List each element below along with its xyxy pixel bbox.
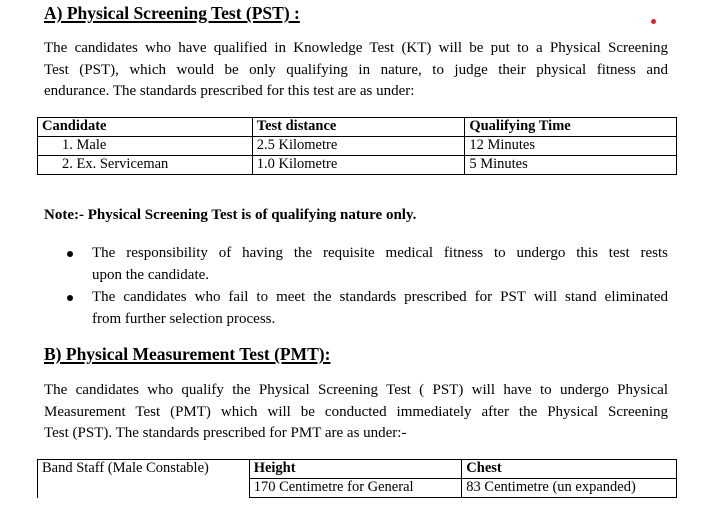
bullet-item — [92, 287, 668, 330]
cell-chest: 83 Centimetre (un expanded) — [462, 479, 677, 498]
paragraph-line: endurance. The standards prescribed for this test are as under: — [44, 83, 415, 99]
table-header-row — [38, 460, 677, 479]
paragraph-line: Measurement Test (PMT) which will be conducted immediately after the Physical Screening — [44, 403, 668, 420]
bullet-line: upon the candidate. — [92, 266, 210, 283]
note-text: Note:- Physical Screening Test is of qualifying nature only. — [44, 207, 417, 223]
header-height: Height — [249, 460, 462, 479]
table-row — [38, 137, 677, 156]
band-staff-label: Band Staff (Male Constable) — [38, 460, 250, 498]
bullet-line: from further selection process. — [92, 310, 276, 327]
cell-height: 170 Centimetre for General — [249, 479, 462, 498]
header-qualifying-time: Qualifying Time — [465, 118, 677, 137]
section-b-paragraph — [44, 380, 668, 445]
cell-time: 12 Minutes — [465, 137, 677, 156]
bullet-line: The responsibility of having the requisite medical fitness to undergo this test rests — [92, 245, 668, 261]
red-dot-mark — [651, 19, 656, 24]
bullet-icon — [67, 251, 73, 257]
cell-candidate: 1. Male — [38, 137, 253, 156]
pmt-standards-table — [37, 459, 677, 498]
section-b-heading: B) Physical Measurement Test (PMT): — [44, 344, 331, 364]
cell-candidate: 2. Ex. Serviceman — [38, 156, 253, 175]
paragraph-line: The candidates who have qualified in Knowledge Test (KT) will be put to a Physical Screening — [44, 40, 668, 56]
header-chest: Chest — [462, 460, 677, 479]
table-header-row — [38, 118, 677, 137]
paragraph-line: The candidates who qualify the Physical Screening Test ( PST) will have to undergo Physical — [44, 382, 668, 398]
bullet-line: The candidates who fail to meet the standards prescribed for PST will stand eliminated — [92, 289, 668, 305]
header-candidate: Candidate — [38, 118, 253, 137]
table-row — [38, 156, 677, 175]
pst-standards-table — [37, 117, 677, 175]
bullet-icon — [67, 295, 73, 301]
paragraph-line: Test (PST). The standards prescribed for PMT are as under:- — [44, 425, 407, 441]
cell-distance: 1.0 Kilometre — [252, 156, 465, 175]
section-a-heading: A) Physical Screening Test (PST) : — [44, 3, 300, 23]
section-a-paragraph — [44, 38, 668, 103]
paragraph-line: Test (PST), which would be only qualifying in nature, to judge their physical fitness and — [44, 61, 668, 78]
bullet-item — [92, 243, 668, 286]
cell-distance: 2.5 Kilometre — [252, 137, 465, 156]
cell-time: 5 Minutes — [465, 156, 677, 175]
header-test-distance: Test distance — [252, 118, 465, 137]
